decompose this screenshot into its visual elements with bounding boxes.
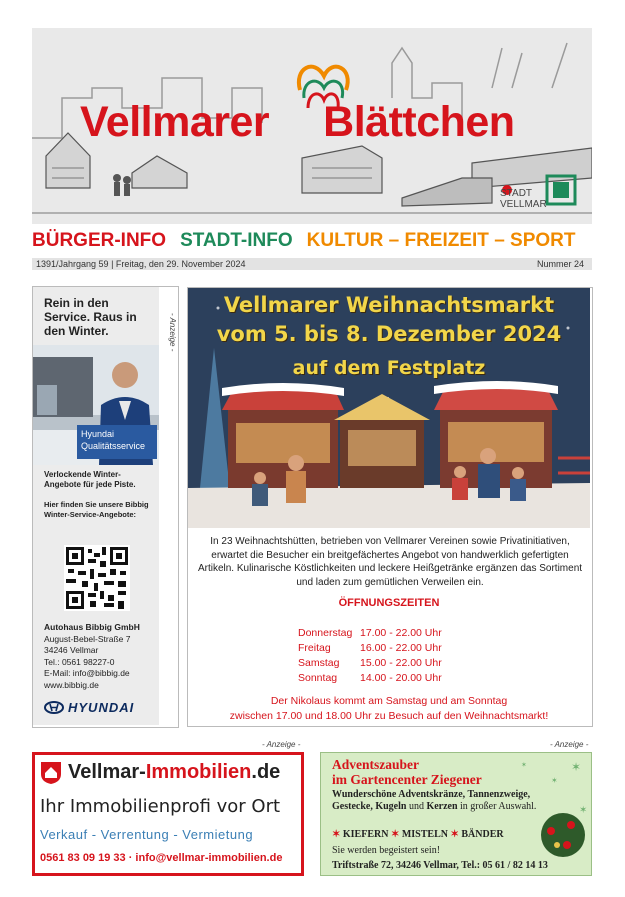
section-headings [32, 230, 594, 252]
hours-row: Sonntag 14.00 - 20.00 Uhr [298, 672, 442, 684]
garden-ad-body: Wunderschöne Adventskränze, Tannenzweige, Gestecke, Kugeln und Kerzen in großer Auswahl. [332, 789, 537, 812]
hyundai-ad-headline: Rein in den Service. Raus in den Winter. [44, 296, 137, 338]
garden-ad-slogan: Sie werden begeistert sein! [332, 845, 441, 856]
garden-ad-address: Triftstraße 72, 34246 Vellmar, Tel.: 05 61 / 82 14 13 [332, 860, 548, 871]
hyundai-emblem-icon [44, 701, 64, 714]
svg-text:✶: ✶ [579, 805, 588, 816]
market-title-line3: auf dem Festplatz [292, 357, 486, 379]
svg-text:✶: ✶ [551, 776, 558, 785]
immo-services: Verkauf - Verrentung - Vermietung [40, 827, 254, 842]
hours-row: Samstag 15.00 - 22.00 Uhr [298, 657, 442, 669]
anzeige-label-vertical: - Anzeige - [168, 312, 177, 352]
immo-email[interactable]: info@vellmar-immobilien.de [135, 852, 283, 864]
hours-row: Donnerstag 17.00 - 22.00 Uhr [298, 627, 442, 639]
issue-number: Nummer 24 [536, 259, 584, 269]
dealer-website-link[interactable]: www.bibbig.de [44, 679, 99, 690]
dealer-address: Autohaus Bibbig GmbH August-Bebel-Straße 7 34246 Vellmar Tel.: 0561 98227-0 E-Mail: info@bibbig.de www.bibbig.de [44, 622, 156, 691]
immo-brand-name: Vellmar-Immobilien.de [68, 761, 281, 783]
issue-bar [32, 258, 592, 270]
section-stadt-info: STADT-INFO [180, 230, 293, 251]
photo-caption: Hyundai Qualitätsservice [81, 429, 146, 451]
dealer-email[interactable]: E-Mail: info@bibbig.de [44, 668, 130, 678]
shield-house-icon [40, 761, 62, 790]
hyundai-ad-offer: Verlockende Winter-Angebote für jede Piste. [44, 470, 136, 489]
qr-code[interactable] [64, 545, 130, 611]
issue-info: 1391/Jahrgang 59 | Freitag, den 29. November 2024 [36, 259, 246, 269]
opening-hours-list [298, 626, 442, 686]
section-buerger-info: BÜRGER-INFO [32, 230, 167, 251]
hours-row: Freitag 16.00 - 22.00 Uhr [298, 642, 442, 654]
immo-slogan: Ihr Immobilienprofi vor Ort [40, 796, 281, 817]
svg-text:✶: ✶ [571, 760, 582, 774]
svg-text:✶: ✶ [521, 762, 527, 769]
market-title-line1: Vellmarer Weihnachtsmarkt [223, 293, 555, 317]
hyundai-ad-offer-note: Hier finden Sie unsere Bibbig Winter-Service-Angebote: [44, 500, 149, 519]
anzeige-label-garden: - Anzeige - [550, 740, 589, 749]
immo-contact: 0561 83 09 19 33 · info@vellmar-immobilien.de [40, 852, 283, 864]
service-technician-photo [33, 345, 159, 465]
market-title-line2: vom 5. bis 8. Dezember 2024 [216, 322, 562, 346]
hyundai-logo: HYUNDAI [44, 700, 134, 715]
anzeige-label-immo: - Anzeige - [262, 740, 301, 749]
opening-hours-title: ÖFFNUNGSZEITEN [338, 597, 440, 609]
garden-ad-items: ✶ KIEFERN ✶ MISTELN ✶ BÄNDER [332, 829, 504, 840]
section-kultur: KULTUR – FREIZEIT – SPORT [306, 230, 576, 251]
market-description: In 23 Weihnachtshütten, betrieben von Vellmarer Vereinen sowie Privatinitiativen, erwartet die Besucher ein breitgefächertes Angebot von handwerklich gefertigten Artikeln. Kulinarische Köstlichkeiten und leckere Heißgetränke ergänzen das Sortiment und laden zum gemütlichen Verweilen ein. [197, 536, 583, 588]
stadt-vellmar-logo-text: STADT VELLMAR [500, 188, 547, 210]
newspaper-title: Vellmarer Blättchen [80, 98, 515, 146]
nikolaus-notice: Der Nikolaus kommt am Samstag und am Sonntag zwischen 17.00 und 18.00 Uhr zu Besuch auf den Weihnachtsmarkt! [229, 695, 549, 722]
immo-phone[interactable]: 0561 83 09 19 33 [40, 852, 126, 864]
garden-ad-title: Adventszauber im Gartencenter Ziegener [332, 757, 482, 787]
